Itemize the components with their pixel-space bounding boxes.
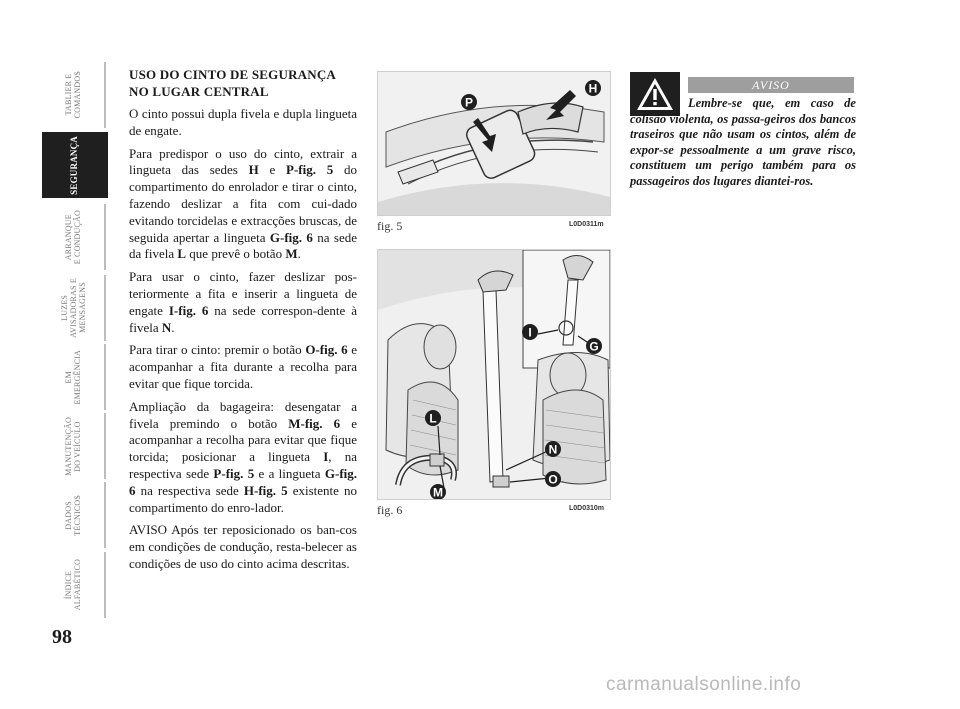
figure-6-illustration [378, 250, 610, 499]
label-o: O [548, 472, 558, 487]
label-i: I [528, 325, 532, 340]
paragraph-6: AVISO Após ter reposicionado os ban-cos em condições de condução, resta-belecer as condições de uso do cinto acima descritas. [129, 522, 357, 571]
reference-label: L [177, 246, 187, 262]
text-run: . [171, 319, 175, 335]
text-run: . [297, 246, 301, 262]
tab-label: TABLIER E COMANDOS [64, 71, 82, 119]
figure-6-center-seatbelt [377, 249, 611, 500]
paragraph-3 [129, 269, 357, 336]
label-l: L [429, 411, 437, 426]
text-run: e [258, 162, 287, 178]
figure-5-seatbelt-housing [377, 71, 611, 216]
reference-label: G-fig. 6 [269, 229, 313, 245]
text-run: e a lingueta [254, 465, 325, 481]
tab-label: EM EMERGÊNCIA [64, 349, 82, 405]
text-run: que prevê o botão [186, 246, 286, 262]
tab-label: LUZES AVISADORAS E MENSAGENS [59, 278, 87, 338]
tab-seguranca[interactable] [42, 132, 108, 198]
text-column [129, 66, 357, 579]
reference-label: M [285, 246, 298, 262]
label-h: H [588, 81, 598, 96]
tab-dados-tecnicos[interactable] [42, 482, 106, 548]
reference-label: M-fig. 6 [288, 415, 341, 431]
tab-label: MANUTENÇÃO DO VEÍCULO [64, 416, 82, 476]
page-number: 98 [52, 626, 72, 648]
reference-label: H [248, 162, 259, 178]
tab-label: DADOS TÉCNICOS [64, 494, 82, 536]
paragraph-1: O cinto possui dupla fivela e dupla lingueta de engate. [129, 106, 357, 138]
tab-label: ÍNDICE ALFABÉTICO [64, 559, 82, 611]
text-run: e acompanhar a fita durante a recolha para evitar que fique torcida. [129, 342, 357, 391]
warning-text: Lembre-se que, em caso de colisão violenta, os passa-geiros dos bancos traseiros que não usam os cintos, além de expor-se pessoalmente a um grave risco, constituem um perigo também para os passageiros dos lugares diantei-ros. [630, 96, 856, 188]
tab-label: SEGURANÇA [68, 135, 79, 195]
reference-label: N [161, 319, 172, 335]
paragraph-5 [129, 399, 357, 517]
label-g: G [589, 339, 599, 354]
paragraph-2 [129, 146, 357, 264]
tab-label: ARRANQUE E CONDUÇÃO [64, 209, 82, 265]
text-run: Para usar o cinto, fazer deslizar pos-teriormente a fita e inserir a lingueta de engate [129, 269, 357, 318]
figure-5-code: L0D0311m [569, 221, 604, 228]
text-run: e acompanhar a recolha para evitar que fique torcida; posicionar a lingueta [129, 415, 357, 465]
paragraph-4 [129, 342, 357, 392]
text-run: Ampliação da bagageira: desengatar a fivela premindo o botão [129, 398, 357, 431]
text-run: , na respectiva sede [129, 449, 357, 481]
reference-label: P-fig. 5 [286, 162, 334, 178]
tab-arranque-e-conducao[interactable] [42, 204, 106, 270]
reference-label: I-fig. 6 [168, 302, 209, 318]
text-run: Para tirar o cinto: premir o botão [129, 342, 306, 358]
reference-label: I [323, 449, 329, 465]
section-title: USO DO CINTO DE SEGURANÇA NO LUGAR CENTRAL [129, 67, 336, 99]
reference-label: O-fig. 6 [305, 342, 348, 358]
figure-6-caption: fig. 6 [377, 503, 403, 517]
reference-label: G-fig. 6 [129, 465, 358, 498]
tab-manutencao[interactable] [42, 413, 106, 479]
warning-title: AVISO [688, 77, 854, 93]
figure-5-caption: fig. 5 [377, 219, 403, 233]
label-p: P [464, 95, 474, 110]
tab-tablier-e-comandos[interactable] [42, 62, 106, 128]
reference-label: P-fig. 5 [213, 465, 255, 481]
text-run: Para predispor o uso do cinto, extrair a lingueta das sedes [129, 145, 357, 178]
tab-em-emergencia[interactable] [42, 344, 106, 410]
tab-luzes-avisadoras[interactable] [42, 275, 106, 341]
text-run: na sede da fivela [129, 229, 358, 262]
label-m: M [433, 485, 443, 499]
figure-6-code: L0D0310m [569, 505, 605, 512]
tab-indice-alfabetico[interactable] [42, 552, 106, 618]
label-n: N [548, 442, 558, 457]
text-run: na sede correspon-dente à fivela [129, 302, 357, 335]
text-run: do compartimento do enrolador e tirar o cinto, fazendo deslizar a fita com cui-dado evitando torcidelas e extracções bruscas, de seguida apertar a lingueta [129, 162, 357, 245]
text-run: na respectiva sede [135, 482, 244, 498]
reference-label: H-fig. 5 [243, 482, 288, 498]
text-run: existente no compartimento do enro-lador. [129, 482, 357, 515]
figure-5-illustration [378, 72, 610, 215]
watermark: carmanualsonline.info [606, 674, 802, 695]
